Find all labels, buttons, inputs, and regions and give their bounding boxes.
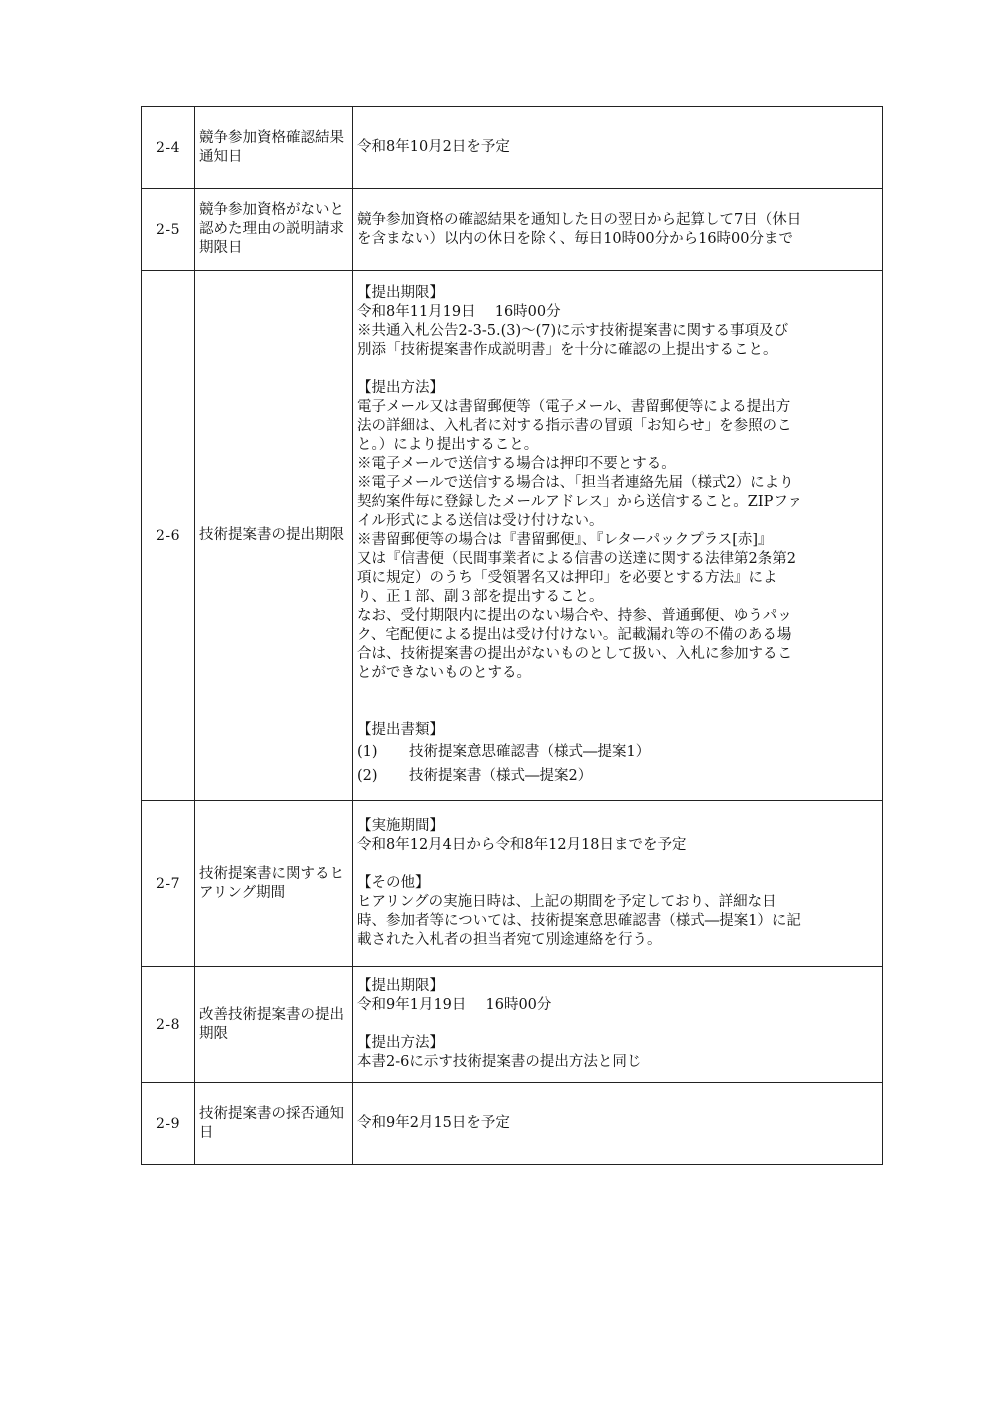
- item-number: 2-6: [142, 271, 195, 801]
- method-text: ※電子メールで送信する場合は押印不要とする。: [357, 455, 676, 472]
- item-number: 2-5: [142, 189, 195, 271]
- table-row: [142, 107, 883, 189]
- section-heading-other: 【その他】: [357, 875, 430, 891]
- table-row: [142, 271, 883, 801]
- section-heading-period: 【実施期間】: [357, 818, 444, 834]
- item-number: 2-9: [142, 1083, 195, 1165]
- list-item-number: (2): [357, 767, 378, 784]
- method-text: ※書留郵便等の場合は『書留郵便』、『レターパックプラス[赤]』: [357, 531, 773, 548]
- table-row: [142, 967, 883, 1083]
- section-heading-method: 【提出方法】: [357, 379, 444, 396]
- method-text: ク、宅配便による提出は受け付けない。記載漏れ等の不備のある場: [357, 626, 792, 643]
- list-item-text: 技術提案書（様式―提案2）: [409, 767, 593, 784]
- method-text: ※電子メールで送信する場合は、「担当者連絡先届（様式2）により: [357, 474, 794, 491]
- method-text: とができないものとする。: [357, 664, 531, 681]
- item-number: 2-7: [142, 801, 195, 967]
- table-row: [142, 801, 883, 967]
- list-item: [357, 764, 876, 788]
- method-text: り、正１部、副３部を提出すること。: [357, 588, 604, 605]
- item-label: 技術提案書に関するヒアリング期間: [195, 801, 353, 967]
- deadline-text: 別添「技術提案書作成説明書」を十分に確認の上提出すること。: [357, 341, 778, 358]
- list-item-number: (1): [357, 743, 378, 760]
- item-body: [353, 189, 883, 271]
- item-number: 2-4: [142, 107, 195, 189]
- other-text: 時、参加者等については、技術提案意思確認書（様式―提案1）に記: [357, 913, 801, 929]
- section-heading-deadline: 【提出期限】: [357, 978, 444, 994]
- other-text: ヒアリングの実施日時は、上記の期間を予定しており、詳細な日: [357, 894, 777, 910]
- item-body: [353, 1083, 883, 1165]
- method-text: イル形式による送信は受け付けない。: [357, 512, 604, 529]
- body-text: を含まない）以内の休日を除く、毎日10時00分から16時00分まで: [357, 230, 794, 247]
- item-number: 2-8: [142, 967, 195, 1083]
- body-text: 令和8年10月2日を予定: [357, 139, 510, 155]
- period-text: 令和8年12月4日から令和8年12月18日までを予定: [357, 837, 687, 853]
- item-label: 競争参加資格確認結果通知日: [195, 107, 353, 189]
- section-heading-documents: 【提出書類】: [357, 721, 444, 738]
- item-body: [353, 801, 883, 967]
- method-text: 契約案件毎に登録したメールアドレス」から送信すること。ZIPファ: [357, 493, 803, 510]
- item-label: 競争参加資格がないと認めた理由の説明請求期限日: [195, 189, 353, 271]
- item-body: [353, 271, 883, 801]
- table-row: [142, 1083, 883, 1165]
- method-text: 又は『信書便（民間事業者による信書の送達に関する法律第2条第2: [357, 550, 796, 567]
- deadline-text: 令和9年1月19日 16時00分: [357, 997, 552, 1013]
- method-text: なお、受付期限内に提出のない場合や、持参、普通郵便、ゆうパッ: [357, 607, 792, 624]
- section-heading-deadline: 【提出期限】: [357, 284, 444, 301]
- deadline-text: 令和8年11月19日 16時00分: [357, 303, 561, 320]
- method-text: 合は、技術提案書の提出がないものとして扱い、入札に参加するこ: [357, 645, 792, 662]
- item-body: [353, 107, 883, 189]
- item-body: [353, 967, 883, 1083]
- deadline-text: ※共通入札公告2-3-5.(3)～(7)に示す技術提案書に関する事項及び: [357, 322, 789, 339]
- section-heading-method: 【提出方法】: [357, 1035, 444, 1051]
- body-text: 競争参加資格の確認結果を通知した日の翌日から起算して7日（休日: [357, 211, 802, 228]
- item-label: 改善技術提案書の提出期限: [195, 967, 353, 1083]
- table-row: [142, 189, 883, 271]
- method-text: 本書2-6に示す技術提案書の提出方法と同じ: [357, 1054, 642, 1070]
- list-item: [357, 740, 876, 764]
- item-label: 技術提案書の採否通知日: [195, 1083, 353, 1165]
- schedule-table: [141, 106, 883, 1165]
- method-text: 項に規定）のうち「受領署名又は押印」を必要とする方法』によ: [357, 569, 778, 586]
- list-item-text: 技術提案意思確認書（様式―提案1）: [409, 743, 651, 760]
- method-text: 電子メール又は書留郵便等（電子メール、書留郵便等による提出方: [357, 398, 791, 415]
- method-text: 法の詳細は、入札者に対する指示書の冒頭「お知らせ」を参照のこ: [357, 417, 792, 434]
- body-text: 令和9年2月15日を予定: [357, 1115, 510, 1131]
- method-text: と。）により提出すること。: [357, 436, 539, 453]
- item-label: 技術提案書の提出期限: [195, 271, 353, 801]
- other-text: 載された入札者の担当者宛て別途連絡を行う。: [357, 932, 662, 948]
